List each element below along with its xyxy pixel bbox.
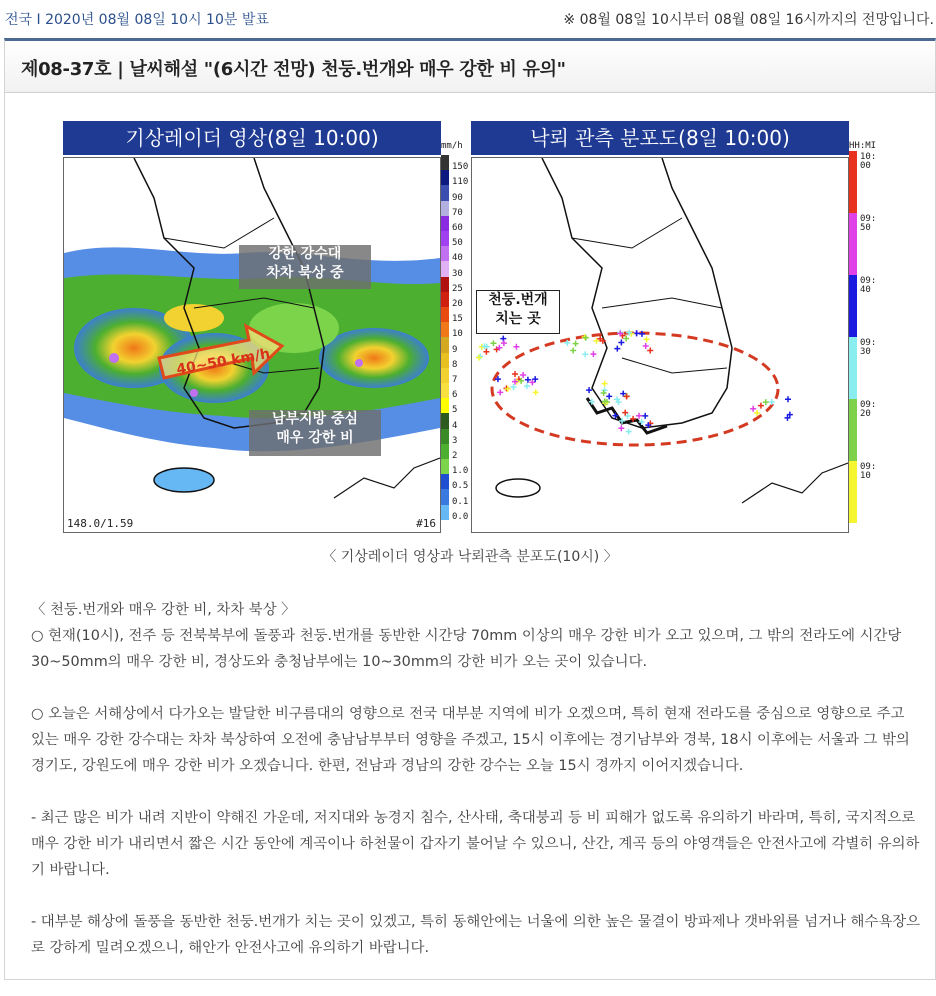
radar-legend-swatch bbox=[441, 307, 449, 322]
radar-legend-label: 0.1 bbox=[452, 496, 469, 507]
lightning-strike-marker bbox=[510, 384, 516, 390]
thunder-label-line-2: 치는 곳 bbox=[495, 311, 541, 327]
radar-legend-label: 1.0 bbox=[452, 466, 469, 477]
radar-legend-swatch bbox=[441, 170, 449, 185]
radar-legend bbox=[441, 141, 469, 541]
lightning-strike-marker bbox=[602, 381, 608, 387]
radar-legend-swatch bbox=[441, 185, 449, 200]
lightning-figure bbox=[471, 121, 881, 541]
radar-legend-label: 0.0 bbox=[452, 511, 469, 522]
lightning-strike-marker bbox=[582, 351, 588, 357]
radar-legend-label: 50 bbox=[452, 238, 463, 249]
radar-legend-label: 4 bbox=[452, 420, 458, 431]
lightning-strike-marker bbox=[626, 429, 632, 435]
lightning-strike-marker bbox=[590, 351, 596, 357]
lightning-strike-marker bbox=[643, 343, 649, 349]
radar-legend-label: 150 bbox=[452, 162, 469, 173]
lightning-strike-marker bbox=[497, 389, 503, 395]
radar-legend-swatch bbox=[441, 383, 449, 398]
lightning-map-image bbox=[472, 158, 848, 532]
radar-legend-label: 10 bbox=[452, 329, 463, 340]
overlay-bottom-line-1: 남부지방 중심 bbox=[271, 411, 359, 427]
lightning-strike-marker bbox=[477, 353, 483, 359]
radar-legend-swatch bbox=[441, 246, 449, 261]
radar-legend-label: 20 bbox=[452, 299, 463, 309]
radar-legend-label: 30 bbox=[452, 268, 463, 279]
lightning-strike-marker bbox=[586, 387, 592, 393]
radar-map bbox=[63, 157, 441, 533]
radar-legend-label: 70 bbox=[452, 207, 463, 218]
radar-overlay-bottom bbox=[249, 410, 381, 456]
radar-legend-swatch bbox=[441, 201, 449, 216]
thunder-area-ellipse bbox=[492, 333, 778, 445]
lightning-strike-marker bbox=[758, 403, 764, 409]
paragraph-today: ○ 오늘은 서해상에서 다가오는 발달한 비구름대의 영향으로 전국 대부분 지역에 비가 오겠으며, 특히 현재 전라도를 중심으로 영향으로 주고 있는 매우 강한 강수대는 차차 북상하여 오전에 충남남부부터 영향을 주겠고, 15시 이후에는 경기남부와 경북, 18시 이후에는 서울과 그 밖의 경기도, 강원도에 매우 강한 비가 오겠습니다. 한편, 전남과 경남의 강한 강수는 오늘 15시 경까지 이어지겠습니다. bbox=[31, 706, 910, 774]
lightning-strike-marker bbox=[582, 334, 588, 340]
radar-title: 기상레이더 영상(8일 10:00) bbox=[63, 121, 441, 155]
radar-legend-swatch bbox=[441, 353, 449, 368]
lightning-strike-marker bbox=[606, 393, 612, 399]
radar-legend-swatch bbox=[441, 505, 449, 520]
radar-legend-label: 110 bbox=[452, 177, 469, 188]
thunder-label-box bbox=[476, 290, 560, 334]
radar-legend-swatch bbox=[441, 337, 449, 352]
section-title: 〈 천둥.번개와 매우 강한 비, 차차 북상 〉 bbox=[31, 602, 296, 618]
lightning-strike-marker bbox=[501, 340, 507, 346]
radar-legend-label: 2 bbox=[452, 451, 458, 461]
radar-legend-label: 5 bbox=[452, 405, 458, 416]
lightning-legend-swatch bbox=[849, 399, 857, 461]
radar-legend-label: 40 bbox=[452, 253, 463, 264]
lightning-legend-swatch bbox=[849, 275, 857, 337]
lightning-strike-marker bbox=[533, 389, 539, 395]
lightning-strike-marker bbox=[512, 371, 518, 377]
radar-legend-label: 6 bbox=[452, 390, 458, 401]
lightning-legend-unit: HH:MI bbox=[849, 141, 877, 151]
radar-legend-swatch bbox=[441, 489, 449, 504]
arrow-speed-label: 40~50 km/h bbox=[175, 345, 272, 379]
radar-legend-label: 0.5 bbox=[452, 481, 469, 492]
radar-legend-swatch bbox=[441, 216, 449, 231]
lightning-strike-marker bbox=[573, 341, 579, 347]
lightning-strike-marker bbox=[483, 349, 489, 355]
lightning-legend-swatch bbox=[849, 213, 857, 275]
radar-legend-swatch bbox=[441, 368, 449, 383]
lightning-legend-label: 09: 20 bbox=[860, 400, 877, 419]
lightning-strike-marker bbox=[476, 355, 482, 361]
lightning-strike-marker bbox=[642, 413, 648, 419]
radar-legend-swatch bbox=[441, 459, 449, 474]
radar-legend-label: 9 bbox=[452, 344, 458, 355]
lightning-strike-marker bbox=[634, 330, 640, 336]
radar-legend-label: 90 bbox=[452, 192, 463, 203]
lightning-map bbox=[471, 157, 849, 533]
top-bar bbox=[0, 0, 936, 36]
radar-legend-swatch bbox=[441, 474, 449, 489]
lightning-strike-marker bbox=[524, 383, 530, 389]
radar-legend-swatch bbox=[441, 292, 449, 307]
lightning-strike-marker bbox=[785, 396, 791, 402]
radar-legend-swatch bbox=[441, 398, 449, 413]
lightning-strike-marker bbox=[763, 399, 769, 405]
lightning-legend-swatch bbox=[849, 151, 857, 213]
lightning-strike-marker bbox=[618, 425, 624, 431]
issue-datetime: 전국 I 2020년 08월 08일 10시 10분 발표 bbox=[5, 12, 269, 28]
lightning-strike-marker bbox=[647, 348, 653, 354]
paragraph-caution-sea: - 대부분 해상에 돌풍을 동반한 천둥.번개가 치는 곳이 있겠고, 특히 동해안에는 너울에 의한 높은 물결이 방파제나 갯바위를 넘거나 해수욕장으로 강하게 밀려오겠으니, 해안가 안전사고에 유의하기 바랍니다. bbox=[31, 914, 921, 956]
lightning-strike-marker bbox=[636, 413, 642, 419]
radar-foot-right: #16 bbox=[416, 517, 436, 530]
paragraph-caution-rain: - 최근 많은 비가 내려 지반이 약해진 가운데, 저지대와 농경지 침수, 산사태, 축대붕괴 등 비 피해가 없도록 유의하기 바라며, 특히, 국지적으로 매우 강한 비가 내리면서 짧은 시간 동안에 계곡이나 하천물이 갑자기 불어날 수 있으니, 산간, 계곡 등의 야영객들은 안전사고에 각별히 유의하기 바랍니다. bbox=[31, 810, 920, 878]
article-panel bbox=[4, 38, 936, 980]
article-header bbox=[5, 41, 935, 93]
radar-legend-unit: mm/h bbox=[441, 141, 463, 151]
lightning-strike-marker bbox=[520, 372, 526, 378]
radar-legend-label: 8 bbox=[452, 359, 458, 370]
radar-legend-label: 7 bbox=[452, 375, 458, 385]
radar-foot-left: 148.0/1.59 bbox=[67, 517, 134, 530]
overlay-top-line-2: 차차 북상 중 bbox=[266, 265, 344, 281]
overlay-bottom-line-2: 매우 강한 비 bbox=[276, 430, 354, 446]
radar-figure bbox=[63, 121, 469, 541]
lightning-strike-marker bbox=[623, 336, 629, 342]
article-body bbox=[31, 597, 921, 987]
lightning-strike-marker bbox=[614, 346, 620, 352]
radar-map-image bbox=[64, 158, 440, 532]
radar-legend-swatch bbox=[441, 322, 449, 337]
radar-legend-swatch bbox=[441, 429, 449, 444]
overlay-top-line-1: 강한 강수대 bbox=[268, 246, 342, 262]
lightning-strike-marker bbox=[505, 386, 511, 392]
lightning-legend-label: 10: 00 bbox=[860, 152, 877, 171]
radar-legend-swatch bbox=[441, 277, 449, 292]
radar-legend-label: 3 bbox=[452, 435, 458, 446]
lightning-strike-marker bbox=[570, 348, 576, 354]
article-title: 제08-37호 | 날씨해설 "(6시간 전망) 천둥.번개와 매우 강한 비 유의" bbox=[21, 59, 566, 80]
lightning-strike-marker bbox=[769, 399, 775, 405]
lightning-title: 낙뢰 관측 분포도(8일 10:00) bbox=[471, 121, 849, 155]
radar-legend-label: 60 bbox=[452, 223, 463, 233]
lightning-legend bbox=[849, 141, 879, 541]
radar-legend-swatch bbox=[441, 155, 449, 170]
radar-legend-label: 25 bbox=[452, 283, 463, 294]
lightning-legend-swatch bbox=[849, 461, 857, 523]
lightning-strike-marker bbox=[644, 336, 650, 342]
radar-legend-swatch bbox=[441, 231, 449, 246]
lightning-legend-swatch bbox=[849, 337, 857, 399]
figure-caption: 〈 기상레이더 영상과 낙뢰관측 분포도(10시) 〉 bbox=[322, 549, 618, 565]
paragraph-current: ○ 현재(10시), 전주 등 전북북부에 돌풍과 천둥.번개를 동반한 시간당 70mm 이상의 매우 강한 비가 오고 있으며, 그 밖의 전라도에 시간당 30~50mm의 매우 강한 비, 경상도와 충청남부에는 10~30mm의 강한 비가 오는 곳이 있습니다. bbox=[31, 628, 902, 670]
radar-legend-label: 15 bbox=[452, 314, 463, 325]
radar-overlay-top bbox=[239, 245, 371, 289]
lightning-strike-marker bbox=[618, 340, 624, 346]
lightning-legend-label: 09: 10 bbox=[860, 462, 877, 481]
forecast-period-note: ※ 08월 08일 10시부터 08월 08일 16시까지의 전망입니다. bbox=[563, 12, 934, 28]
radar-legend-swatch bbox=[441, 261, 449, 276]
radar-legend-swatch bbox=[441, 444, 449, 459]
lightning-strike-marker bbox=[750, 406, 756, 412]
thunder-label-line-1: 천둥.번개 bbox=[488, 292, 548, 308]
lightning-strike-marker bbox=[490, 340, 496, 346]
lightning-legend-label: 09: 30 bbox=[860, 338, 877, 357]
radar-legend-swatch bbox=[441, 413, 449, 428]
lightning-legend-label: 09: 50 bbox=[860, 214, 877, 233]
lightning-legend-label: 09: 40 bbox=[860, 276, 877, 295]
lightning-strike-marker bbox=[624, 393, 630, 399]
lightning-strike-marker bbox=[513, 344, 519, 350]
